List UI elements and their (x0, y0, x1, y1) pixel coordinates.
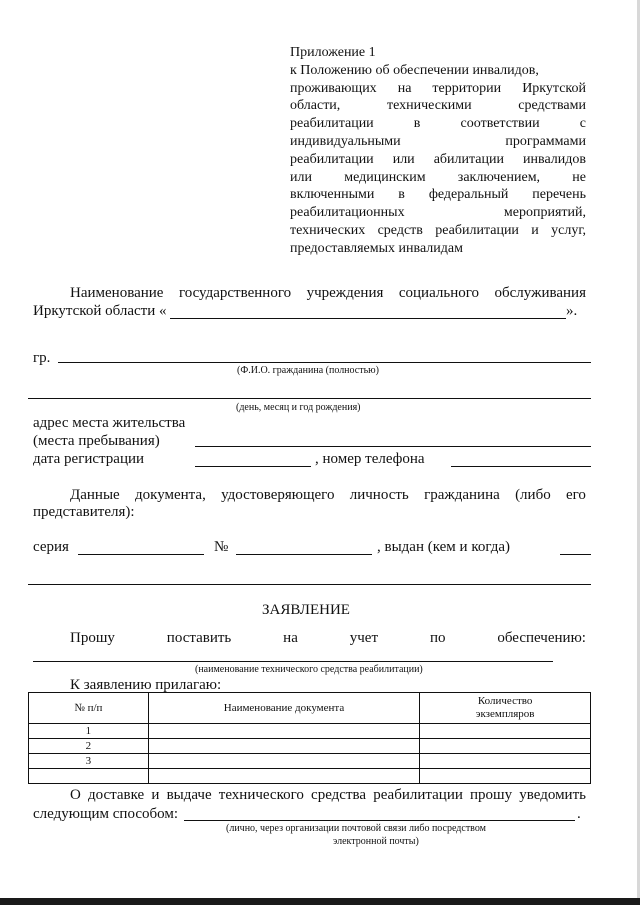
identity-line-1 (70, 486, 586, 504)
table-row (29, 769, 591, 784)
request-line (70, 629, 586, 647)
row-qty-cell[interactable] (420, 724, 591, 739)
appendix-line: проживающих на территории Иркутской (290, 80, 586, 96)
appendix-line: реабилитации или абилитации инвалидов (290, 151, 586, 167)
word: удостоверяющего (221, 487, 335, 503)
fio-field[interactable] (58, 362, 591, 363)
issued-field[interactable] (560, 554, 591, 555)
delivery-line-2-prefix: следующим способом: (33, 806, 178, 822)
fio-caption: (Ф.И.О. гражданина (полностью) (237, 365, 379, 376)
column-header-qty (420, 693, 591, 724)
delivery-caption-1: (лично, через организации почтовой связи либо посредством (226, 823, 486, 834)
word: и (151, 787, 160, 803)
row-num (29, 769, 149, 784)
table-header-row (29, 693, 591, 724)
phone-field[interactable] (451, 466, 591, 467)
appendix-line: включенными в федеральный перечень (290, 187, 586, 203)
word: социального (398, 285, 480, 301)
issued-field-continued[interactable] (28, 584, 591, 585)
word: поставить (166, 630, 232, 646)
reg-date-label: дата регистрации (33, 451, 145, 467)
number-sign: № (214, 539, 229, 555)
word: О (70, 787, 81, 803)
word: средства (311, 787, 367, 803)
word: прошу (470, 787, 513, 803)
delivery-line-1 (70, 786, 586, 804)
appendix-line: технических средств реабилитации и услуг, (290, 222, 586, 238)
table-row (29, 754, 591, 769)
appendix-title: Приложение 1 (290, 45, 376, 60)
word: (либо (515, 487, 551, 503)
row-name-cell[interactable] (148, 754, 420, 769)
word: уведомить (519, 787, 586, 803)
row-qty-cell[interactable] (420, 739, 591, 754)
institution-name-field[interactable] (170, 318, 566, 319)
word: реабилитации (373, 787, 463, 803)
gr-label: гр. (33, 350, 51, 366)
row-name-cell[interactable] (148, 769, 420, 784)
appendix-line: предоставляемых инвалидам (290, 240, 463, 256)
row-qty-cell[interactable] (420, 754, 591, 769)
delivery-caption-2: электронной почты) (333, 836, 419, 847)
statement-heading: ЗАЯВЛЕНИЕ (262, 602, 350, 618)
word: личность (349, 487, 409, 503)
word: учреждения (306, 285, 384, 301)
appendix-line: области, техническими средствами (290, 98, 586, 114)
attached-documents-table (28, 692, 591, 784)
birth-date-field[interactable] (28, 398, 591, 399)
delivery-method-field[interactable] (184, 820, 575, 821)
word: Прошу (70, 630, 115, 646)
phone-label: , номер телефона (315, 451, 425, 467)
appendix-line: к Положению об обеспечении инвалидов, (290, 62, 539, 78)
tsr-caption: (наименование технического средства реабилитации) (195, 664, 423, 675)
appendix-line: реабилитации в соответствии с (290, 116, 586, 132)
appendix-header (290, 44, 586, 258)
word: на (283, 630, 298, 646)
identity-line-2: представителя): (33, 504, 135, 520)
word: выдаче (166, 787, 212, 803)
address-label-1: адрес места жительства (33, 415, 186, 431)
word: документа, (134, 487, 206, 503)
row-num: 1 (29, 724, 149, 739)
institution-line-2-suffix: ». (566, 303, 578, 319)
row-name-cell[interactable] (148, 739, 420, 754)
scan-bottom-edge (0, 898, 640, 905)
issued-label: , выдан (кем и когда) (377, 539, 511, 555)
word: Наименование (70, 285, 164, 301)
attach-label: К заявлению прилагаю: (70, 677, 222, 693)
row-name-cell[interactable] (148, 724, 420, 739)
address-label-2: (места пребывания) (33, 433, 160, 449)
column-header-num: № п/п (29, 693, 149, 724)
address-field[interactable] (195, 446, 591, 447)
word: доставке (88, 787, 145, 803)
qty-header-line-1: Количество (477, 695, 533, 707)
word: государственного (178, 285, 292, 301)
word: Данные (70, 487, 120, 503)
table-row (29, 724, 591, 739)
row-num: 2 (29, 739, 149, 754)
qty-header-line-2: экземпляров (475, 708, 535, 720)
word: его (566, 487, 586, 503)
word: обеспечению: (497, 630, 586, 646)
appendix-line: или медицинским заключением, не (290, 169, 586, 185)
column-header-name: Наименование документа (148, 693, 420, 724)
reg-date-field[interactable] (195, 466, 311, 467)
number-field[interactable] (236, 554, 372, 555)
row-qty-cell[interactable] (420, 769, 591, 784)
word: технического (218, 787, 304, 803)
tsr-name-field[interactable] (33, 661, 553, 662)
word: учет (349, 630, 379, 646)
word: гражданина (424, 487, 500, 503)
series-label: серия (33, 539, 69, 555)
institution-line-2-prefix: Иркутской области « (33, 303, 167, 319)
institution-line-1 (70, 284, 586, 302)
dob-caption: (день, месяц и год рождения) (236, 402, 361, 413)
appendix-line: индивидуальными программами (290, 133, 586, 149)
word: обслуживания (494, 285, 586, 301)
word: по (429, 630, 446, 646)
delivery-line-2-suffix: . (577, 806, 581, 822)
appendix-line: реабилитационных мероприятий, (290, 205, 586, 221)
series-field[interactable] (78, 554, 204, 555)
table-row (29, 739, 591, 754)
row-num: 3 (29, 754, 149, 769)
